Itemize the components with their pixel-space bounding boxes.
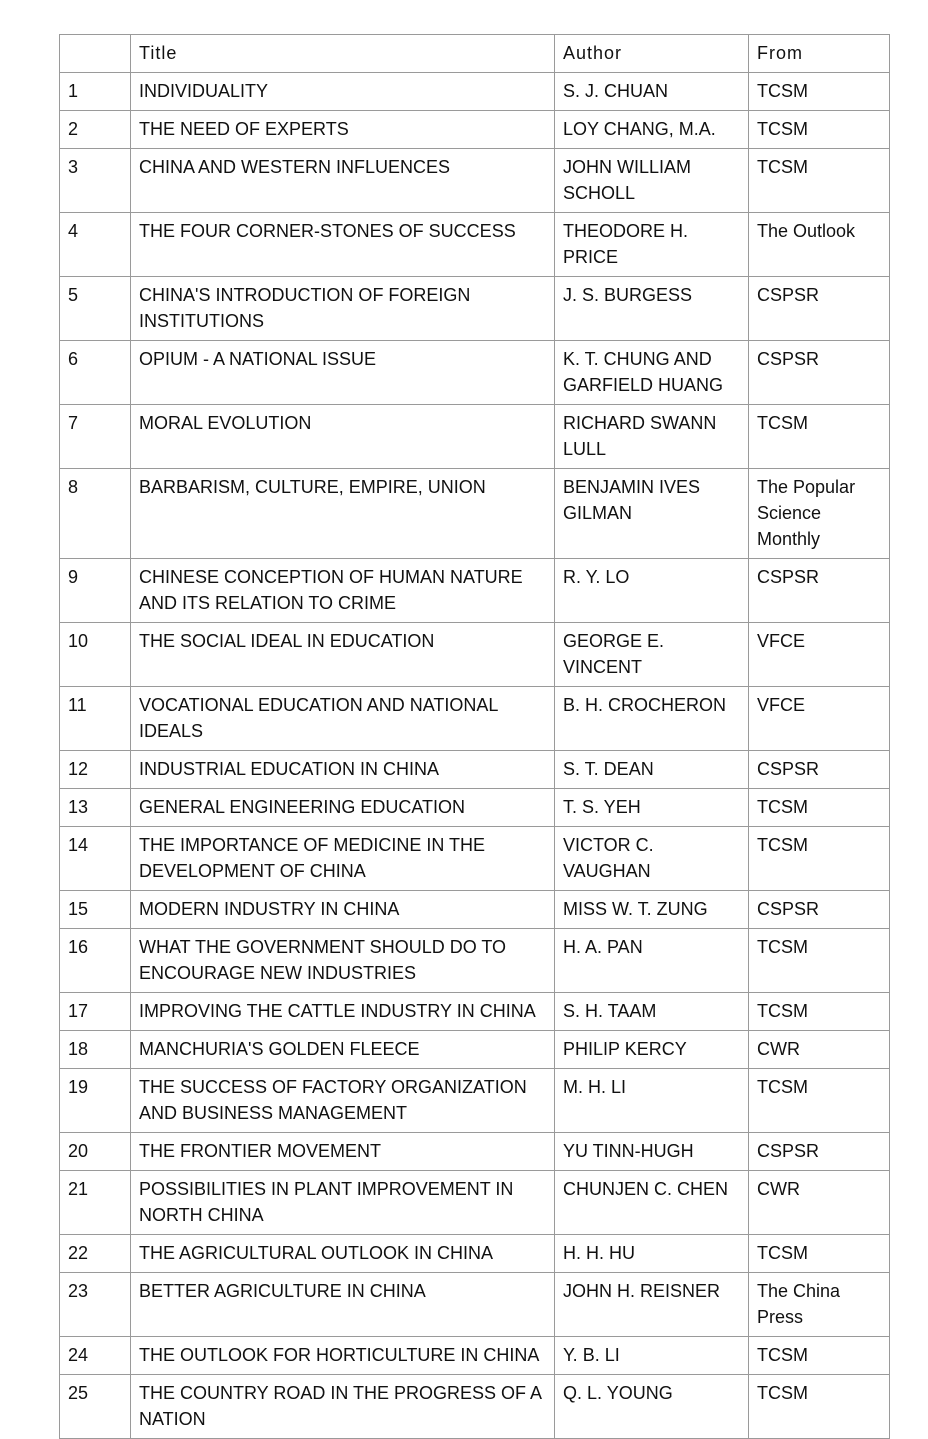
cell-from: CSPSR: [749, 277, 890, 341]
cell-title: CHINESE CONCEPTION OF HUMAN NATURE AND ITS RELATION TO CRIME: [131, 559, 555, 623]
header-row: [60, 35, 890, 73]
cell-author: T. S. YEH: [555, 789, 749, 827]
table-row: [60, 751, 890, 789]
cell-title: THE FOUR CORNER-STONES OF SUCCESS: [131, 213, 555, 277]
cell-title: THE AGRICULTURAL OUTLOOK IN CHINA: [131, 1235, 555, 1273]
cell-from: TCSM: [749, 929, 890, 993]
cell-author: PHILIP KERCY: [555, 1031, 749, 1069]
header-author: Author: [555, 35, 749, 73]
table-row: [60, 1031, 890, 1069]
cell-title: IMPROVING THE CATTLE INDUSTRY IN CHINA: [131, 993, 555, 1031]
cell-number: 10: [60, 623, 131, 687]
cell-from: The China Press: [749, 1273, 890, 1337]
cell-from: CSPSR: [749, 1133, 890, 1171]
cell-title: MODERN INDUSTRY IN CHINA: [131, 891, 555, 929]
table-row: [60, 213, 890, 277]
cell-author: S. J. CHUAN: [555, 73, 749, 111]
cell-from: TCSM: [749, 1375, 890, 1439]
cell-from: TCSM: [749, 827, 890, 891]
cell-number: 14: [60, 827, 131, 891]
cell-title: CHINA'S INTRODUCTION OF FOREIGN INSTITUTIONS: [131, 277, 555, 341]
cell-author: GEORGE E. VINCENT: [555, 623, 749, 687]
cell-from: CSPSR: [749, 891, 890, 929]
table-row: [60, 1337, 890, 1375]
cell-title: THE OUTLOOK FOR HORTICULTURE IN CHINA: [131, 1337, 555, 1375]
cell-number: 1: [60, 73, 131, 111]
cell-from: TCSM: [749, 1337, 890, 1375]
table-row: [60, 73, 890, 111]
cell-title: THE FRONTIER MOVEMENT: [131, 1133, 555, 1171]
cell-author: RICHARD SWANN LULL: [555, 405, 749, 469]
cell-from: TCSM: [749, 405, 890, 469]
cell-number: 22: [60, 1235, 131, 1273]
cell-author: Y. B. LI: [555, 1337, 749, 1375]
cell-number: 12: [60, 751, 131, 789]
cell-title: BETTER AGRICULTURE IN CHINA: [131, 1273, 555, 1337]
cell-from: CWR: [749, 1031, 890, 1069]
table-row: [60, 1273, 890, 1337]
cell-author: JOHN WILLIAM SCHOLL: [555, 149, 749, 213]
cell-title: WHAT THE GOVERNMENT SHOULD DO TO ENCOURAGE NEW INDUSTRIES: [131, 929, 555, 993]
cell-from: CSPSR: [749, 559, 890, 623]
cell-title: INDUSTRIAL EDUCATION IN CHINA: [131, 751, 555, 789]
cell-from: The Outlook: [749, 213, 890, 277]
cell-from: TCSM: [749, 111, 890, 149]
cell-title: THE SUCCESS OF FACTORY ORGANIZATION AND BUSINESS MANAGEMENT: [131, 1069, 555, 1133]
cell-number: 25: [60, 1375, 131, 1439]
cell-from: VFCE: [749, 623, 890, 687]
cell-title: INDIVIDUALITY: [131, 73, 555, 111]
cell-author: M. H. LI: [555, 1069, 749, 1133]
cell-from: CSPSR: [749, 751, 890, 789]
cell-author: YU TINN-HUGH: [555, 1133, 749, 1171]
cell-from: TCSM: [749, 149, 890, 213]
cell-from: TCSM: [749, 789, 890, 827]
cell-title: THE SOCIAL IDEAL IN EDUCATION: [131, 623, 555, 687]
table-row: [60, 1235, 890, 1273]
table-row: [60, 341, 890, 405]
table-row: [60, 687, 890, 751]
cell-title: THE NEED OF EXPERTS: [131, 111, 555, 149]
cell-number: 20: [60, 1133, 131, 1171]
cell-title: CHINA AND WESTERN INFLUENCES: [131, 149, 555, 213]
cell-author: R. Y. LO: [555, 559, 749, 623]
cell-from: TCSM: [749, 993, 890, 1031]
cell-from: CWR: [749, 1171, 890, 1235]
header-from: From: [749, 35, 890, 73]
cell-author: VICTOR C. VAUGHAN: [555, 827, 749, 891]
table-row: [60, 405, 890, 469]
table-row: [60, 929, 890, 993]
cell-number: 6: [60, 341, 131, 405]
cell-title: THE COUNTRY ROAD IN THE PROGRESS OF A NATION: [131, 1375, 555, 1439]
table-body: [60, 73, 890, 1439]
table-row: [60, 891, 890, 929]
table-row: [60, 149, 890, 213]
cell-number: 23: [60, 1273, 131, 1337]
cell-title: MORAL EVOLUTION: [131, 405, 555, 469]
cell-from: TCSM: [749, 73, 890, 111]
cell-number: 16: [60, 929, 131, 993]
cell-number: 13: [60, 789, 131, 827]
cell-author: S. T. DEAN: [555, 751, 749, 789]
cell-number: 11: [60, 687, 131, 751]
cell-author: S. H. TAAM: [555, 993, 749, 1031]
cell-author: CHUNJEN C. CHEN: [555, 1171, 749, 1235]
cell-number: 2: [60, 111, 131, 149]
table-row: [60, 111, 890, 149]
cell-from: CSPSR: [749, 341, 890, 405]
cell-author: H. A. PAN: [555, 929, 749, 993]
cell-from: TCSM: [749, 1069, 890, 1133]
cell-title: POSSIBILITIES IN PLANT IMPROVEMENT IN NORTH CHINA: [131, 1171, 555, 1235]
cell-author: Q. L. YOUNG: [555, 1375, 749, 1439]
cell-title: THE IMPORTANCE OF MEDICINE IN THE DEVELOPMENT OF CHINA: [131, 827, 555, 891]
table-row: [60, 1375, 890, 1439]
table-row: [60, 469, 890, 559]
table-row: [60, 1133, 890, 1171]
cell-number: 7: [60, 405, 131, 469]
cell-number: 19: [60, 1069, 131, 1133]
cell-title: BARBARISM, CULTURE, EMPIRE, UNION: [131, 469, 555, 559]
cell-title: MANCHURIA'S GOLDEN FLEECE: [131, 1031, 555, 1069]
articles-table: [59, 34, 890, 1439]
table-row: [60, 827, 890, 891]
table-row: [60, 789, 890, 827]
cell-number: 4: [60, 213, 131, 277]
table-row: [60, 559, 890, 623]
header-number: [60, 35, 131, 73]
table-row: [60, 277, 890, 341]
table-row: [60, 1069, 890, 1133]
cell-number: 15: [60, 891, 131, 929]
cell-title: GENERAL ENGINEERING EDUCATION: [131, 789, 555, 827]
cell-author: JOHN H. REISNER: [555, 1273, 749, 1337]
table-row: [60, 1171, 890, 1235]
cell-from: VFCE: [749, 687, 890, 751]
cell-from: TCSM: [749, 1235, 890, 1273]
cell-author: K. T. CHUNG AND GARFIELD HUANG: [555, 341, 749, 405]
cell-number: 17: [60, 993, 131, 1031]
cell-number: 3: [60, 149, 131, 213]
cell-author: BENJAMIN IVES GILMAN: [555, 469, 749, 559]
cell-author: B. H. CROCHERON: [555, 687, 749, 751]
table-row: [60, 993, 890, 1031]
cell-number: 5: [60, 277, 131, 341]
cell-author: THEODORE H. PRICE: [555, 213, 749, 277]
header-title: Title: [131, 35, 555, 73]
cell-number: 9: [60, 559, 131, 623]
cell-title: VOCATIONAL EDUCATION AND NATIONAL IDEALS: [131, 687, 555, 751]
cell-from: The Popular Science Monthly: [749, 469, 890, 559]
cell-author: MISS W. T. ZUNG: [555, 891, 749, 929]
cell-author: LOY CHANG, M.A.: [555, 111, 749, 149]
cell-number: 24: [60, 1337, 131, 1375]
cell-number: 8: [60, 469, 131, 559]
cell-number: 18: [60, 1031, 131, 1069]
cell-author: H. H. HU: [555, 1235, 749, 1273]
cell-title: OPIUM - A NATIONAL ISSUE: [131, 341, 555, 405]
cell-number: 21: [60, 1171, 131, 1235]
cell-author: J. S. BURGESS: [555, 277, 749, 341]
table-row: [60, 623, 890, 687]
